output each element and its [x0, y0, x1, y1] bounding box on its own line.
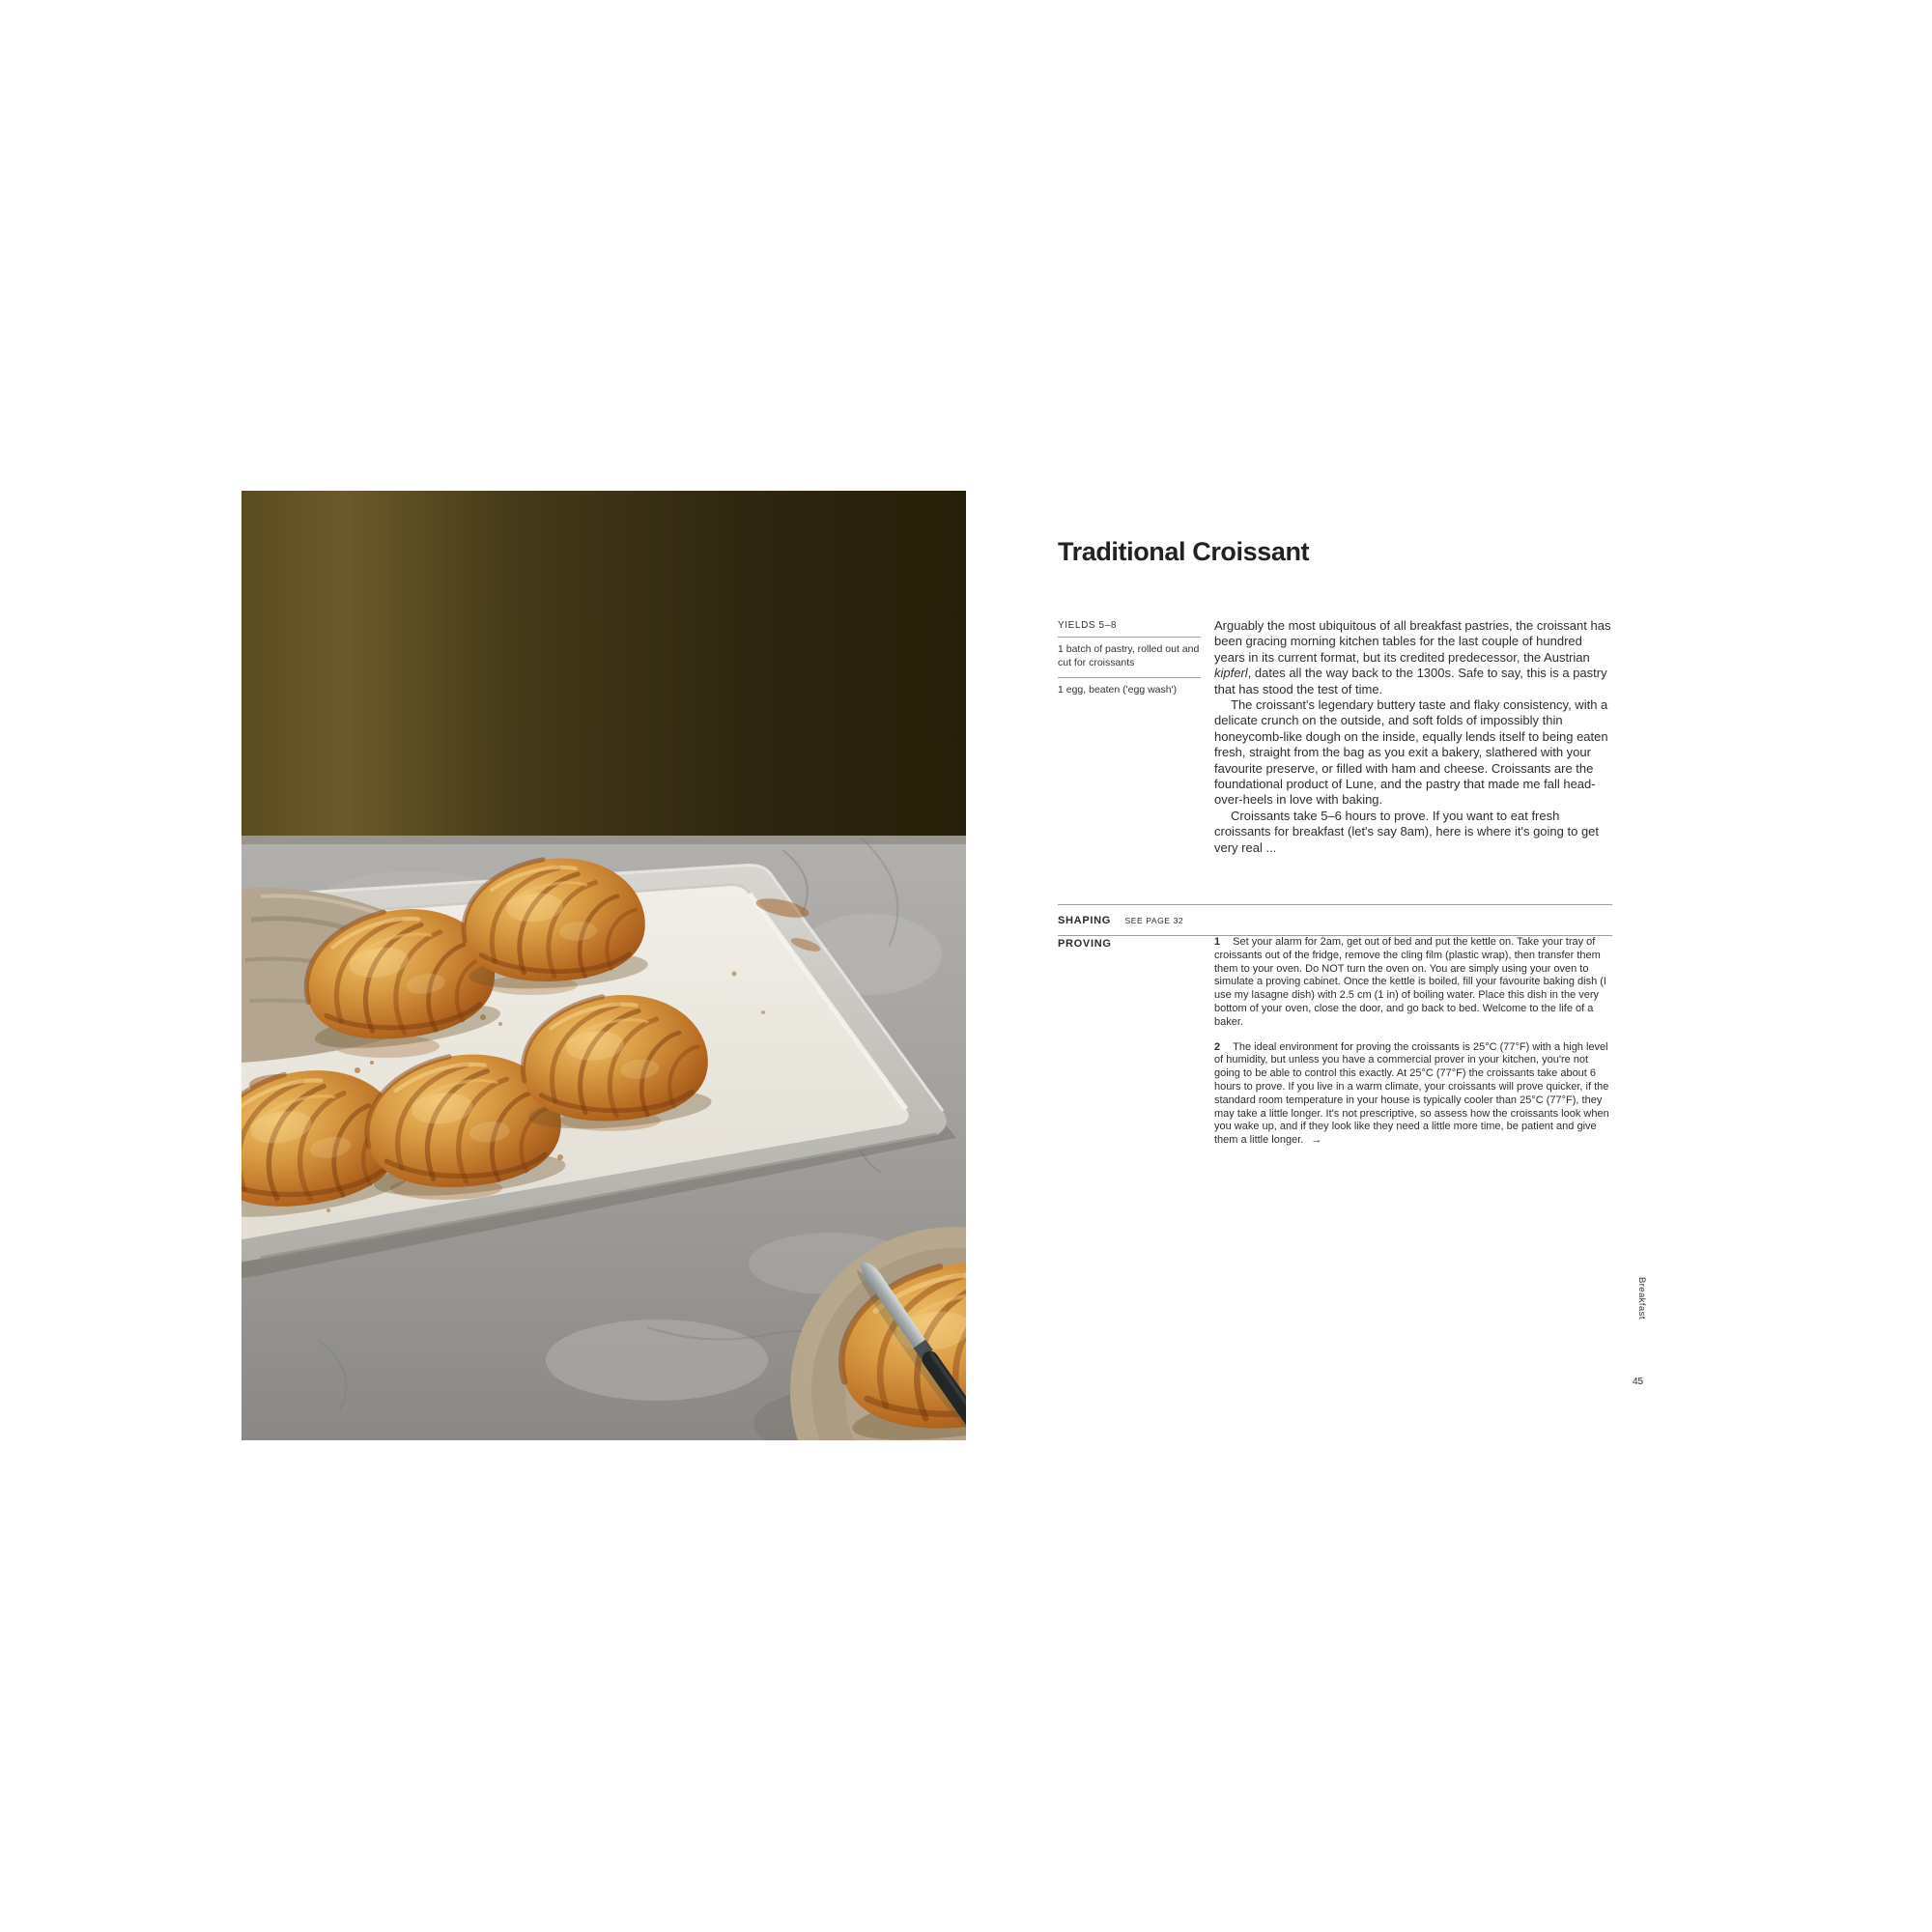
page-title: Traditional Croissant [1058, 537, 1310, 566]
intro-text [1214, 618, 1612, 856]
yields-label: YIELDS 5–8 [1058, 620, 1201, 638]
intro-p1-italic-word: kipferl [1214, 666, 1248, 681]
shaping-label: SHAPING [1058, 915, 1112, 926]
olive-wall [242, 491, 966, 836]
intro-paragraph-2: The croissant's legendary buttery taste and flaky consistency, with a delicate crunch on the outside, and soft folds of impossibly thin honeycomb-like dough on the inside, equally lends itself to being eaten fresh, straight from the bag as you exit a bakery, slathered with your favourite preserve, or filled with ham and cheese. Croissants are the foundational product of Lune, and the pastry that made me fall head-over-heels in love with baking. [1214, 697, 1608, 808]
continue-arrow-icon: → [1311, 1134, 1322, 1147]
proving-step-2 [1214, 1041, 1612, 1148]
shaping-section-row [1058, 904, 1612, 936]
intro-p1-text-after: , dates all the way back to the 1300s. Safe to say, this is a pastry that has stood the test of time. [1214, 666, 1607, 696]
chapter-label: Breakfast [1636, 1277, 1647, 1320]
photo-illustration [242, 491, 966, 1440]
step-number: 1 [1214, 936, 1221, 948]
shaping-page-reference: SEE PAGE 32 [1124, 916, 1184, 925]
proving-step-1 [1214, 936, 1612, 1030]
step-number: 2 [1214, 1040, 1221, 1053]
proving-label: PROVING [1058, 938, 1112, 950]
recipe-page [1058, 537, 1614, 1213]
proving-steps [1214, 936, 1612, 1159]
intro-paragraph-3: Croissants take 5–6 hours to prove. If you want to eat fresh croissants for breakfast (let's say 8am), here is where it's going to get very real ... [1214, 808, 1600, 855]
croissant-photo [242, 491, 966, 1440]
step-text: Set your alarm for 2am, get out of bed and put the kettle on. Take your tray of croissants out of the fridge, remove the cling film (plastic wrap), then transfer them them to your oven. Do NOT turn the oven on. You are simply using your oven to simulate a proving cabinet. Once the kettle is boiled, fill your favourite baking dish (I use my lasagne dish) with 2.5 cm (1 in) of boiling water. Place this dish in the very bottom of your oven, close the door, and go back to bed. Welcome to the life of a baker. [1214, 936, 1606, 1028]
intro-p1-text: Arguably the most ubiquitous of all breakfast pastries, the croissant has been gracing morning kitchen tables for the last couple of hundred years in its current format, but its credited predecessor, the Austrian [1214, 618, 1611, 665]
ingredients-panel [1058, 620, 1201, 704]
page-number: 45 [1633, 1377, 1644, 1387]
ingredient-item: 1 egg, beaten ('egg wash') [1058, 683, 1178, 696]
intro-paragraph-1 [1214, 618, 1612, 697]
ingredient-item: 1 batch of pastry, rolled out and cut for croissants [1058, 638, 1201, 678]
step-text: The ideal environment for proving the croissants is 25°C (77°F) with a high level of humidity, but unless you have a commercial prover in your kitchen, you're not going to be able to control this exactly. At 25°C (77°F) the croissants take about 6 hours to prove. If you live in a warm climate, your croissants will prove quicker, if the standard room temperature in your house is typically cooler than 25°C (77°F), they may take a little longer. It's not prescriptive, so assess how the croissants look when you wake up, and if they look like they need a little more time, be patient and give them a little longer. [1214, 1040, 1609, 1147]
